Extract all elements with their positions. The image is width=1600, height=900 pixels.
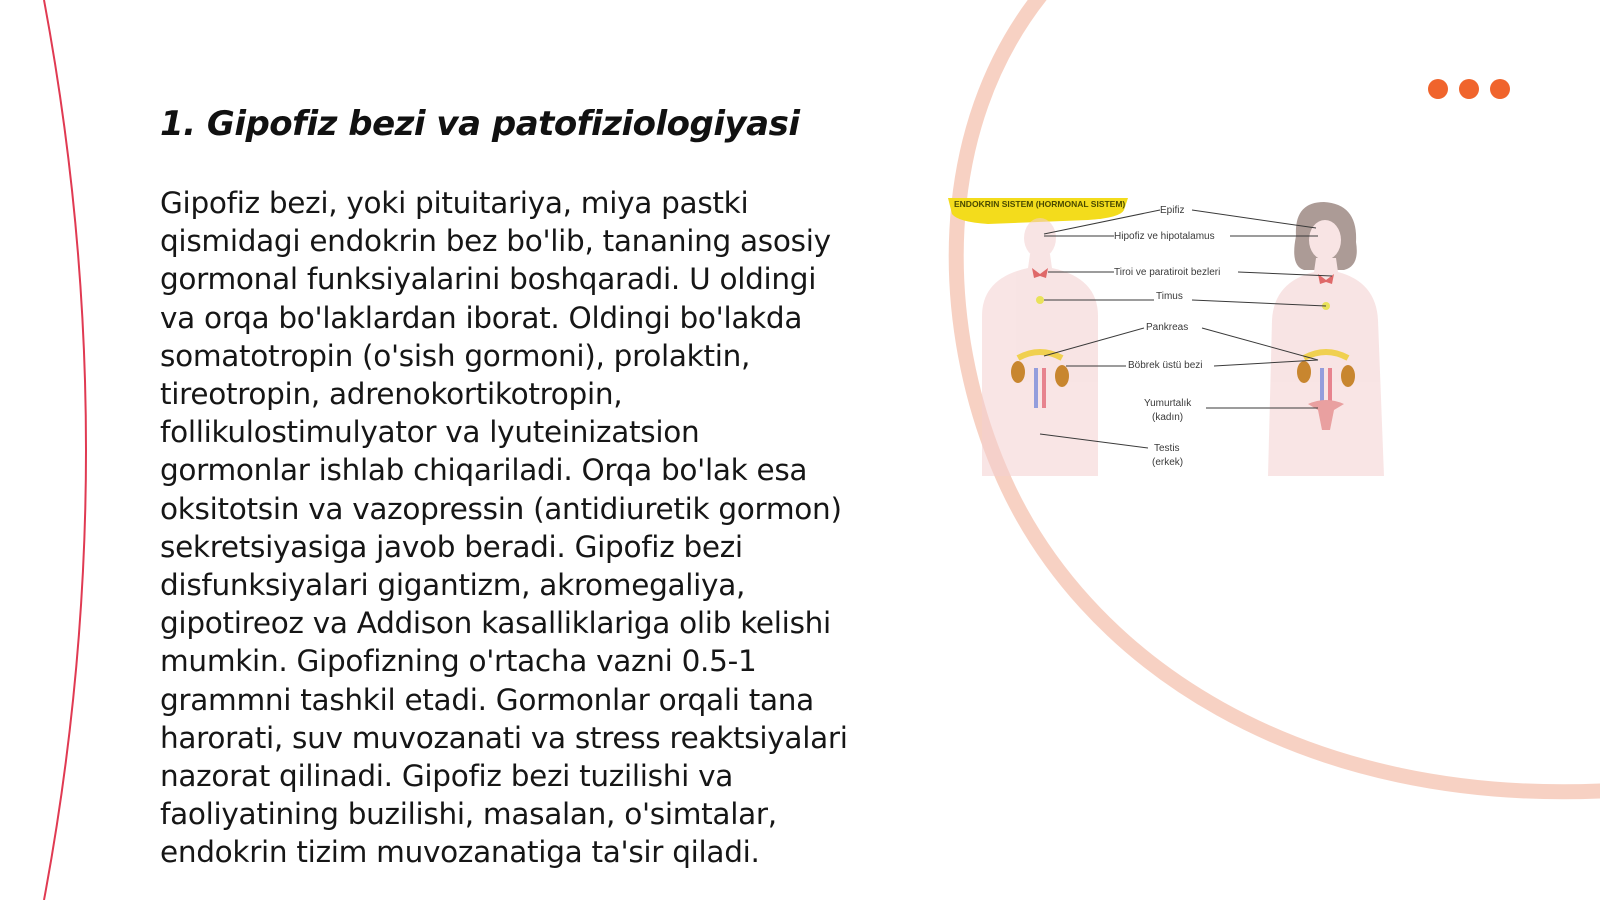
endocrine-system-diagram: [948, 196, 1418, 486]
label-bobrek: Böbrek üstü bezi: [1128, 360, 1203, 371]
banner-text: ENDOKRIN SISTEM (HORMONAL SISTEM): [954, 199, 1126, 209]
label-yumurtalik: Yumurtalık: [1144, 398, 1192, 409]
label-yumurtalik-sub: (kadın): [1152, 412, 1184, 423]
label-timus: Timus: [1156, 291, 1183, 302]
label-testis: Testis: [1154, 443, 1180, 454]
label-hipofiz: Hipofiz ve hipotalamus: [1114, 231, 1215, 242]
slide-title: 1. Gipofiz bezi va patofiziologiyasi: [160, 104, 800, 144]
female-figure: [1268, 202, 1384, 476]
label-pankreas: Pankreas: [1146, 322, 1189, 333]
label-tiroid: Tiroi ve paratiroit bezleri: [1114, 267, 1221, 278]
left-red-arc: [44, 0, 86, 900]
male-figure: [982, 218, 1098, 476]
dot-icon: [1459, 79, 1479, 99]
dot-icon: [1490, 79, 1510, 99]
label-testis-sub: (erkek): [1152, 457, 1184, 468]
label-epifiz: Epifiz: [1160, 205, 1185, 216]
pagination-dots: [1428, 79, 1510, 99]
slide-body-text: Gipofiz bezi, yoki pituitariya, miya pastki qismidagi endokrin bez bo'lib, tananing asosiy gormonal funksiyalarini boshqaradi. U oldingi va orqa bo'laklardan iborat. Oldingi bo'lakda somatotropin (o'sish gormoni), prolaktin, tireotropin, adrenokortikotropin, follikulostimulyator va lyuteinizatsion gormonlar ishlab chiqariladi. Orqa bo'lak esa oksitotsin va vazopressin (antidiuretik gormon) sekretsiyasiga javob beradi. Gipofiz bezi disfunksiyalari gigantizm, akromegaliya, gipotireoz va Addison kasalliklariga olib kelishi mumkin. Gipofizning o'rtacha vazni 0.5-1 grammni tashkil etadi. Gormonlar orqali tana harorati, suv muvozanati va stress reaktsiyalari nazorat qilinadi. Gipofiz bezi tuzilishi va faoliyatining buzilishi, masalan, o'simtalar, endokrin tizim muvozanatiga ta'sir qiladi.: [160, 186, 848, 870]
dot-icon: [1428, 79, 1448, 99]
